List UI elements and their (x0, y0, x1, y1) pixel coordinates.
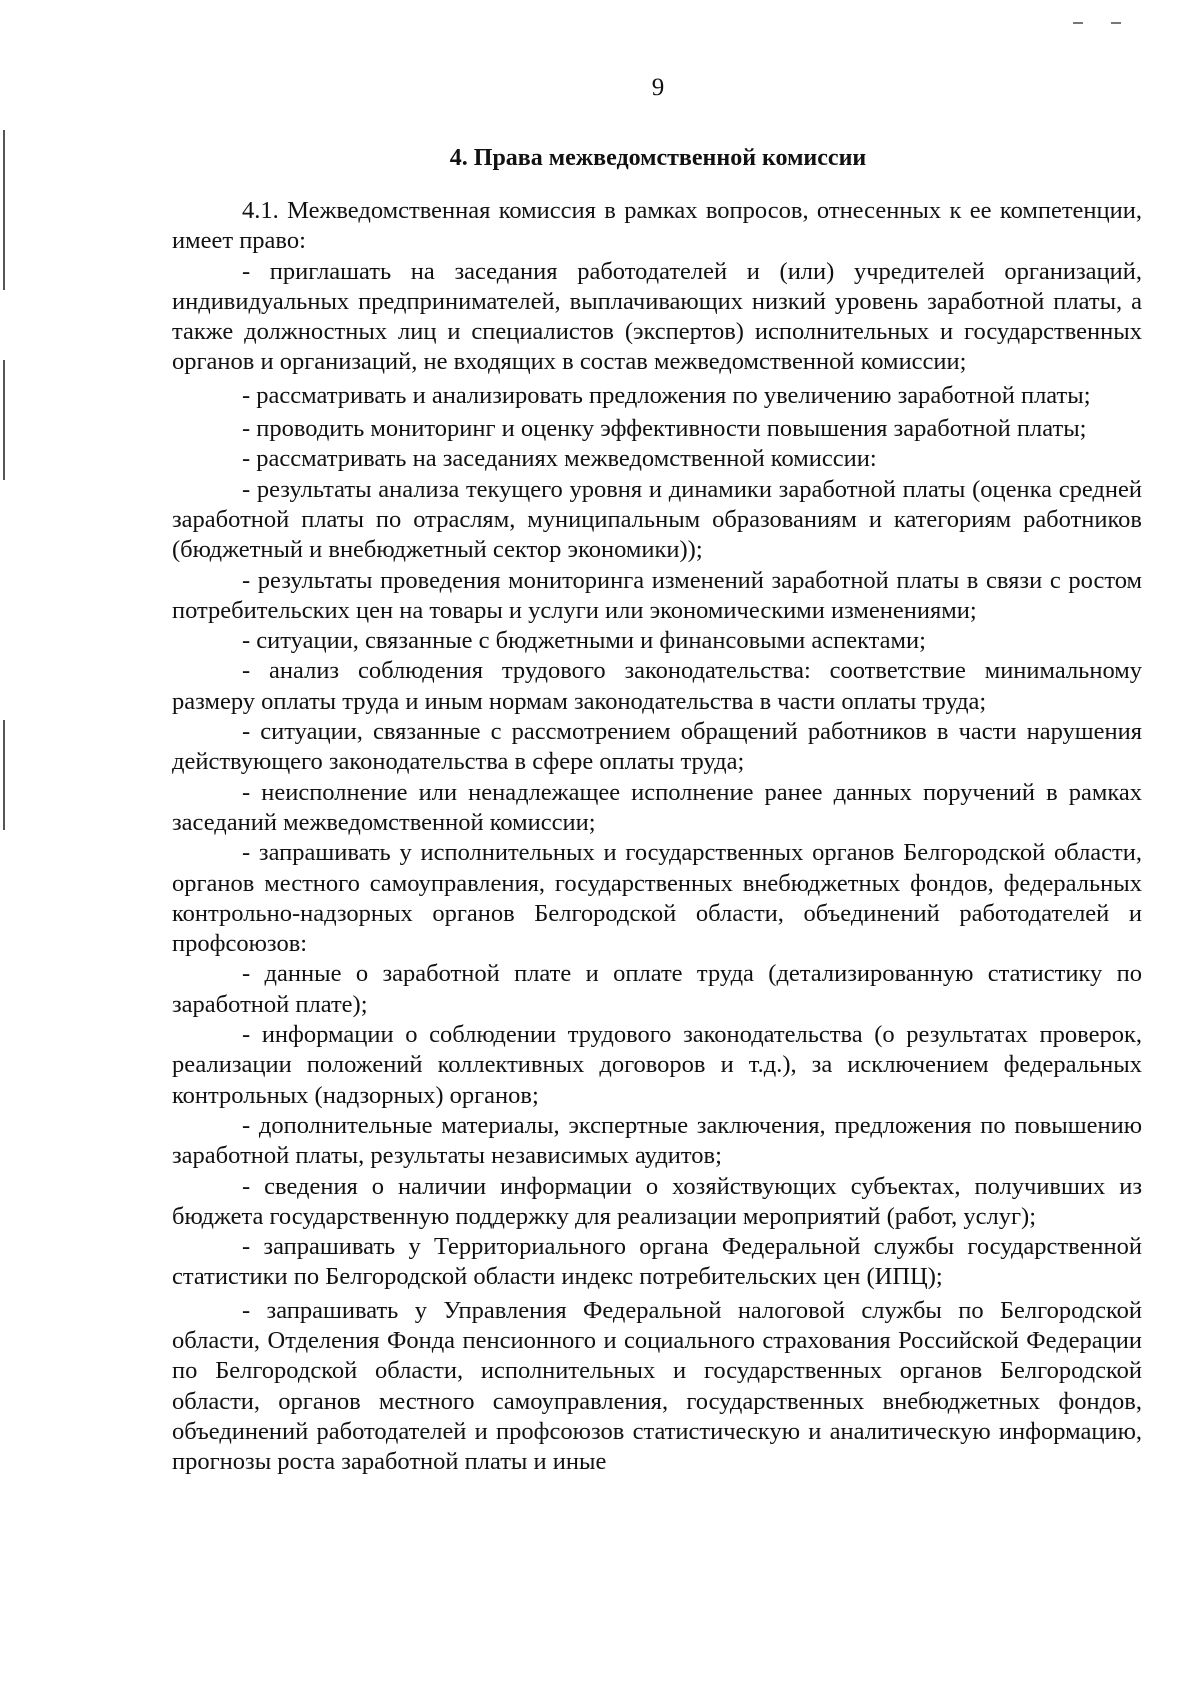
paragraph-monitoring: - проводить мониторинг и оценку эффективности повышения заработной платы; (242, 415, 1087, 443)
body-text (172, 196, 1142, 1477)
section-heading: 4. Права межведомственной комиссии (449, 145, 867, 171)
page-number: 9 (651, 74, 665, 101)
scan-edge-mark (3, 720, 5, 830)
paragraph-4-1-intro: 4.1. Межведомственная комиссия в рамках вопросов, отнесенных к ее компетенции, имеет право: (172, 197, 1142, 255)
paragraph-invite: - приглашать на заседания работодателей и (или) учредителей организаций, индивидуальных предпринимателей, выплачивающих низкий уровень заработной платы, а также должностных лиц и специалистов (экспертов) исполнительных и государственных органов и организаций, не входящих в состав межведомственной комиссии; (172, 257, 1142, 376)
paragraph-labor-compliance-info: - информации о соблюдении трудового законодательства (о результатах проверок, реализации положений коллективных договоров и т.д.), за исключением федеральных контрольных (надзорных) органов; (172, 1021, 1142, 1109)
paragraph-monitoring-results: - результаты проведения мониторинга изменений заработной платы в связи с ростом потребительских цен на товары и услуги или экономическими изменениями; (172, 566, 1142, 624)
paragraph-additional-materials: - дополнительные материалы, экспертные заключения, предложения по повышению заработной платы, результаты независимых аудитов; (172, 1111, 1142, 1170)
paragraph-non-fulfillment: - неисполнение или ненадлежащее исполнение ранее данных поручений в рамках заседаний межведомственной комиссии; (172, 778, 1142, 836)
paragraph-analysis-results: - результаты анализа текущего уровня и динамики заработной платы (оценка средней заработной платы по отраслям, муниципальным образованиям и категориям работников (бюджетный и внебюджетный сектор экономики)); (172, 475, 1142, 564)
paragraph-tax-service-request: - запрашивать у Управления Федеральной налоговой службы по Белгородской области, Отделения Фонда пенсионного и социального страхования Российской Федерации по Белгородской области, исполнительных и государственных органов Белгородской области, органов местного самоуправления, государственных внебюджетных фондов, объединений работодателей и профсоюзов статистическую и аналитическую информацию, прогнозы роста заработной платы и иные (172, 1296, 1142, 1476)
scan-speck (1111, 22, 1121, 24)
paragraph-wage-data: - данные о заработной плате и оплате труда (детализированную статистику по заработной плате); (172, 960, 1142, 1018)
paragraph-review-at-meetings: - рассматривать на заседаниях межведомственной комиссии: (242, 445, 877, 473)
paragraph-cpi-request: - запрашивать у Территориального органа Федеральной службы государственной статистики по Белгородской области индекс потребительских цен (ИПЦ); (172, 1233, 1142, 1291)
paragraph-state-support-info: - сведения о наличии информации о хозяйствующих субъектах, получивших из бюджета государственную поддержку для реализации мероприятий (работ, услуг); (172, 1172, 1142, 1230)
paragraph-review-proposals: - рассматривать и анализировать предложения по увеличению заработной платы; (242, 381, 1091, 409)
scan-edge-mark (3, 360, 5, 480)
paragraph-labor-law-analysis: - анализ соблюдения трудового законодательства: соответствие минимальному размеру оплаты труда и иным нормам законодательства в части оплаты труда; (172, 657, 1142, 715)
scan-speck (1073, 22, 1083, 24)
paragraph-budget-situations: - ситуации, связанные с бюджетными и финансовыми аспектами; (242, 627, 926, 655)
paragraph-worker-appeals: - ситуации, связанные с рассмотрением обращений работников в части нарушения действующего законодательства в сфере оплаты труда; (172, 718, 1142, 776)
paragraph-request-authorities: - запрашивать у исполнительных и государственных органов Белгородской области, органов местного самоуправления, государственных внебюджетных фондов, федеральных контрольно-надзорных органов Белгородской области, объединений работодателей и профсоюзов: (172, 839, 1142, 958)
